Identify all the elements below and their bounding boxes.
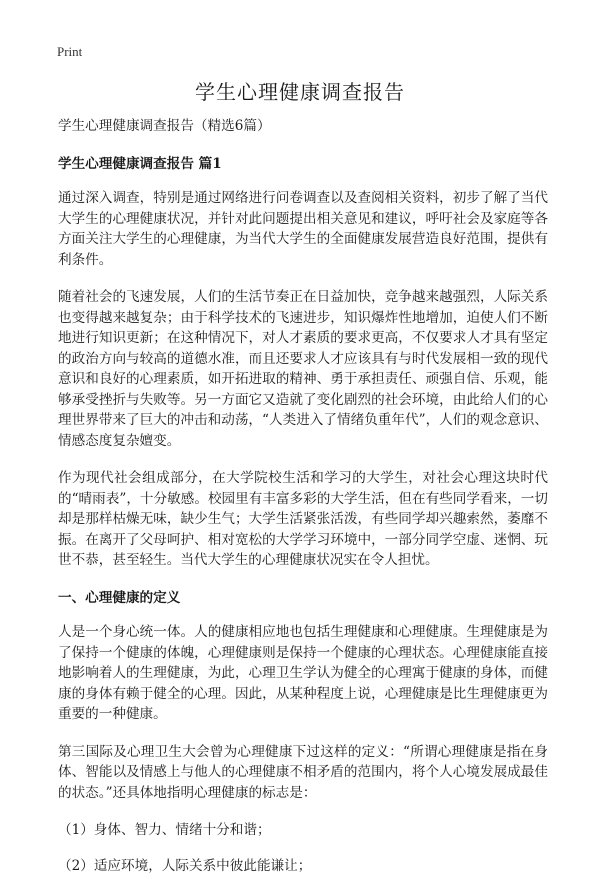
list-item-2: （2）适应环境，人际关系中彼此能谦让； [58, 857, 312, 874]
print-link[interactable]: Print [57, 44, 83, 59]
article-heading: 学生心理健康调查报告 篇1 [58, 155, 222, 172]
page-title: 学生心理健康调查报告 [195, 80, 405, 104]
intro-paragraph-2: 随着社会的飞速发展，人们的生活节奏正在日益加快，竞争越来越强烈，人际关系也变得越来越复杂；由于科学技术的飞速进步，知识爆炸性地增加，迫使人们不断地进行知识更新；在这种情况下，对人才素质的要求更高，不仅要求人才具有坚定的政治方向与较高的道德水准，而且还要求人才应该具有与时代发展相一致的现代意识和良好的心理素质，如开拓进取的精神、勇于承担责任、顽强自信、乐观，能够承受挫折与失败等。另一方面它又造就了变化剧烈的社会环境，由此给人们的心理世界带来了巨大的冲击和动荡，“人类进入了情绪负重年代”，人们的观念意识、情感态度复杂嬗变。 [58, 289, 548, 449]
list-item-1: （1）身体、智力、情绪十分和谐； [58, 822, 271, 838]
definition-paragraph-1: 人是一个身心统一体。人的健康相应地也包括生理健康和心理健康。生理健康是为了保持一个健康的体魄，心理健康则是保持一个健康的心理状态。心理健康能直接地影响着人的生理健康，为此，心理卫生学认为健全的心理寓于健康的身体，而健康的身体有赖于健全的心理。因此，从某种程度上说，心理健康是比生理健康更为重要的一种健康。 [58, 624, 548, 722]
document-body [58, 116, 548, 891]
section-heading-definition: 一、心理健康的定义 [58, 589, 181, 606]
intro-paragraph-3: 作为现代社会组成部分，在大学院校生活和学习的大学生，对社会心理这块时代的“晴雨表”，十分敏感。校园里有丰富多彩的大学生活，但在有些同学看来，一切却是那样枯燥无味，缺少生气；大学生活紧张活泼，有些同学却兴趣索然，萎靡不振。在离开了父母呵护、相对宽松的大学学习环境中，一部分同学空虚、迷惘、玩世不恭，甚至轻生。当代大学生的心理健康状况实在令人担忧。 [58, 470, 548, 568]
intro-paragraph-1: 通过深入调查，特别是通过网络进行问卷调查以及查阅相关资料，初步了解了当代大学生的心理健康状况，并针对此问题提出相关意见和建议，呼吁社会及家庭等各方面关注大学生的心理健康，为当代大学生的全面健康发展营造良好范围，提供有利条件。 [58, 190, 548, 268]
definition-paragraph-2: 第三国际及心理卫生大会曾为心理健康下过这样的定义：“所谓心理健康是指在身体、智能以及情感上与他人的心理健康不相矛盾的范围内，将个人心境发展成最佳的状态。”还具体地指明心理健康的标志是： [58, 743, 548, 801]
document-subtitle: 学生心理健康调查报告（精选6篇） [58, 118, 271, 134]
